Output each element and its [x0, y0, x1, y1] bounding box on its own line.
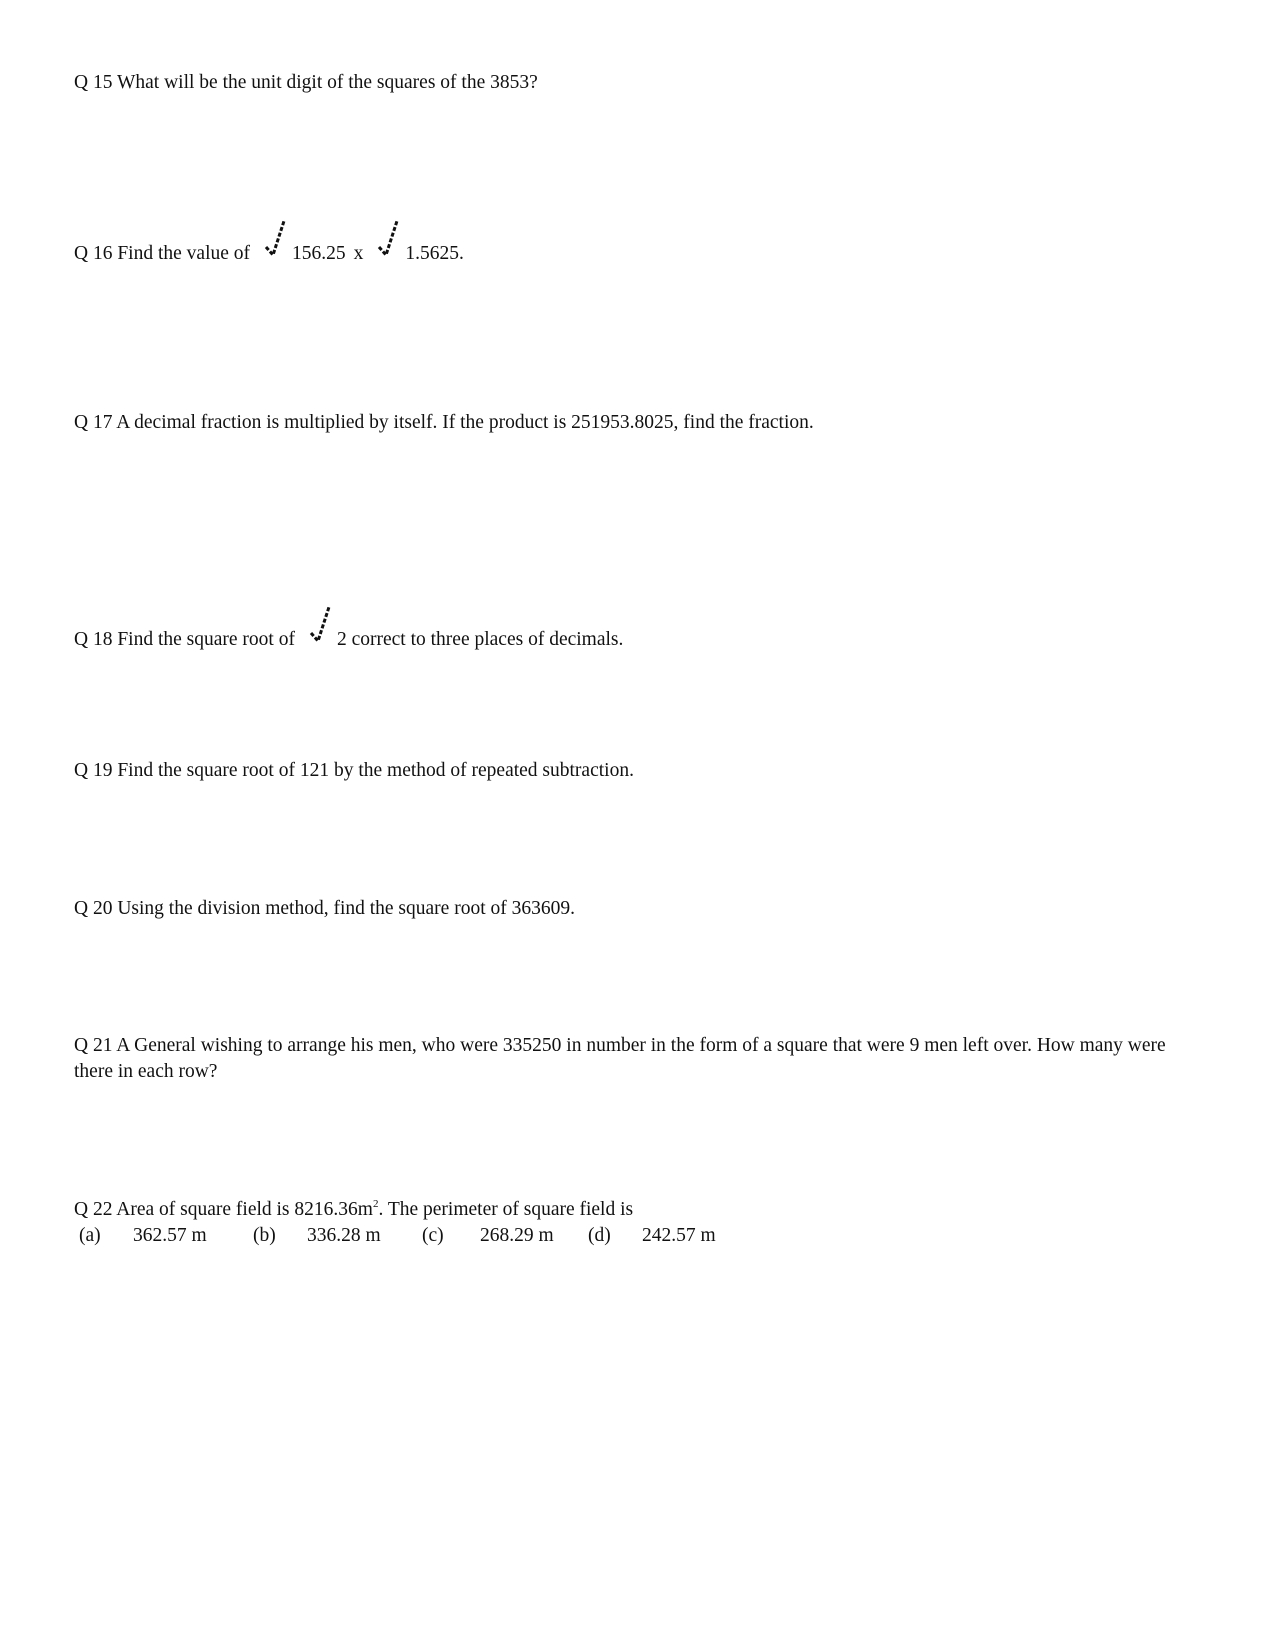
- question-16: [74, 233, 464, 267]
- square-root-icon: [264, 233, 290, 263]
- option-a-value: 362.57 m: [133, 1225, 207, 1246]
- question-20: [74, 896, 575, 922]
- question-21-text: Q 21 A General wishing to arrange his men, who were 335250 in number in the form of a square that were 9 men left over. How many were there in each row?: [74, 1035, 1166, 1082]
- question-22-text-after: . The perimeter of square field is: [378, 1199, 634, 1220]
- question-19: [74, 758, 634, 784]
- square-root-icon: [377, 233, 403, 263]
- question-16-prefix: Q 16 Find the value of: [74, 243, 251, 264]
- question-16-value-1: 156.25: [292, 243, 346, 264]
- question-17: [74, 410, 814, 436]
- question-21: [74, 1033, 1204, 1085]
- option-c-label: (c): [422, 1225, 444, 1246]
- square-root-icon: [309, 619, 335, 649]
- question-18-value: 2 correct to three places of decimals.: [336, 629, 624, 650]
- question-16-value-2: 1.5625.: [405, 243, 464, 264]
- question-22-superscript: 2: [372, 1198, 379, 1210]
- question-18: [74, 619, 623, 653]
- question-18-prefix: Q 18 Find the square root of: [74, 629, 295, 650]
- question-22: [74, 1197, 762, 1249]
- question-15-text: Q 15 What will be the unit digit of the squares of the 3853?: [74, 72, 538, 93]
- question-22-options: [74, 1223, 762, 1249]
- question-15: [74, 70, 538, 96]
- option-c-value: 268.29 m: [480, 1225, 554, 1246]
- question-17-text: Q 17 A decimal fraction is multiplied by itself. If the product is 251953.8025, find the fraction.: [74, 412, 814, 433]
- option-a-label: (a): [79, 1225, 101, 1246]
- option-b-label: (b): [253, 1225, 276, 1246]
- question-22-text-before: Q 22 Area of square field is 8216.36m: [74, 1199, 373, 1220]
- option-d-label: (d): [588, 1225, 611, 1246]
- question-19-text: Q 19 Find the square root of 121 by the method of repeated subtraction.: [74, 760, 634, 781]
- question-16-operator: x: [353, 243, 364, 264]
- option-d-value: 242.57 m: [642, 1225, 716, 1246]
- option-b-value: 336.28 m: [307, 1225, 381, 1246]
- question-22-stem: [74, 1197, 762, 1223]
- question-20-text: Q 20 Using the division method, find the square root of 363609.: [74, 898, 575, 919]
